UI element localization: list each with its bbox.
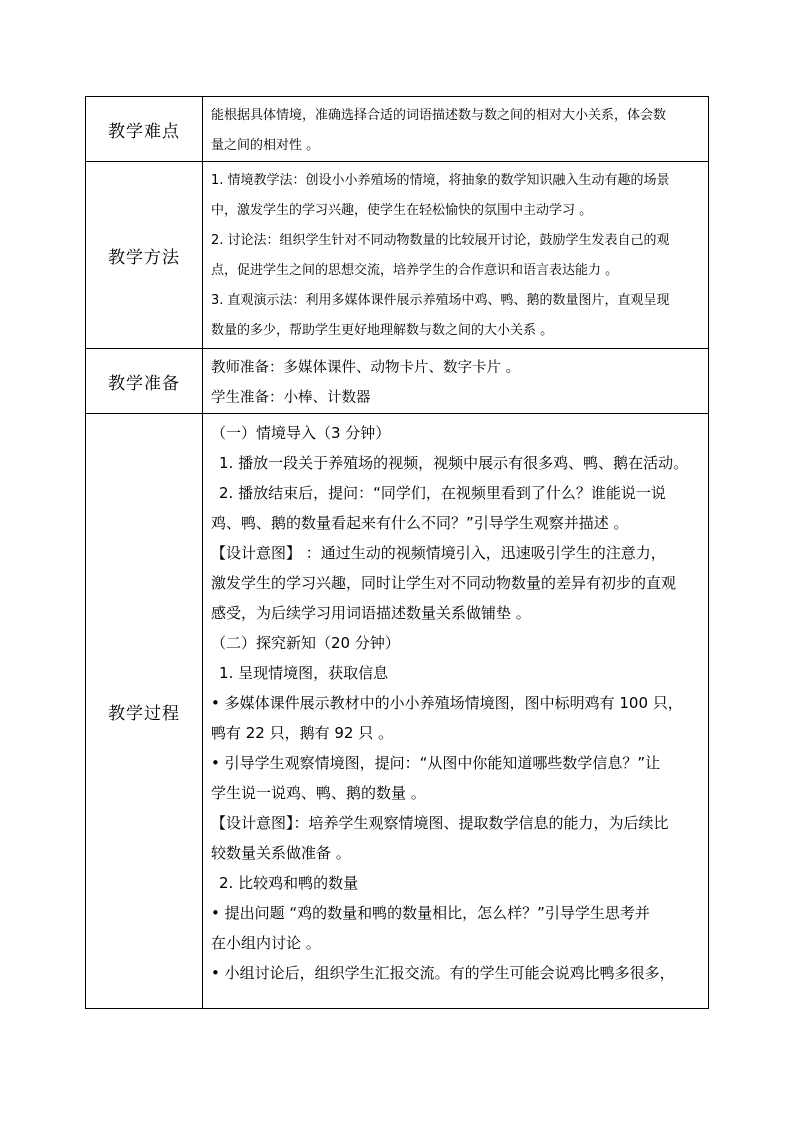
label-methods: 教学方法 (86, 162, 203, 349)
methods-line: 2. 讨论法：组织学生针对不同动物数量的比较展开讨论，鼓励学生发表自己的观 (211, 233, 670, 248)
methods-line: 中，激发学生的学习兴趣，使学生在轻松愉快的氛围中主动学习 。 (211, 203, 593, 218)
difficulty-line: 量之间的相对性 。 (211, 138, 320, 153)
row-preparation (86, 349, 709, 414)
preparation-line: 教师准备：多媒体课件、动物卡片、数字卡片 。 (211, 360, 521, 376)
content-methods (203, 162, 709, 349)
process-line: （一）情境导入（3 分钟） (211, 424, 391, 442)
preparation-line: 学生准备：小棒、计数器 (211, 390, 371, 406)
methods-line: 数量的多少，帮助学生更好地理解数与数之间的大小关系 。 (211, 323, 554, 338)
label-process: 教学过程 (86, 414, 203, 1009)
lesson-plan-table (85, 96, 709, 1009)
process-line: • 小组讨论后，组织学生汇报交流。有的学生可能会说鸡比鸭多很多， (211, 964, 675, 982)
process-line: 1. 呈现情境图，获取信息 (219, 664, 389, 682)
process-line: • 多媒体课件展示教材中的小小养殖场情境图，图中标明鸡有 100 只， (211, 694, 683, 712)
row-methods (86, 162, 709, 349)
label-difficulty: 教学难点 (86, 97, 203, 162)
content-preparation (203, 349, 709, 414)
content-difficulty (203, 97, 709, 162)
process-line: 鸭有 22 只，鹅有 92 只 。 (211, 724, 394, 742)
methods-line: 3. 直观演示法：利用多媒体课件展示养殖场中鸡、鸭、鹅的数量图片，直观呈现 (211, 293, 670, 308)
process-line: 鸡、鸭、鹅的数量看起来有什么不同？”引导学生观察并描述 。 (211, 514, 629, 532)
process-line: 【设计意图】 ：通过生动的视频情境引入，迅速吸引学生的注意力， (211, 544, 666, 562)
row-process (86, 414, 709, 1009)
process-line: • 引导学生观察情境图，提问：“从图中你能知道哪些数学信息？”让 (211, 754, 661, 772)
process-line: 感受，为后续学习用词语描述数量关系做铺垫 。 (211, 604, 531, 622)
process-line: 2. 播放结束后，提问：“同学们，在视频里看到了什么？谁能说一说 (219, 484, 666, 502)
content-process (203, 414, 709, 1009)
process-line: 在小组内讨论 。 (211, 934, 321, 952)
process-line: • 提出问题 “鸡的数量和鸭的数量相比，怎么样？”引导学生思考并 (211, 904, 650, 922)
process-line: 学生说一说鸡、鸭、鹅的数量 。 (211, 784, 426, 802)
process-line: （二）探究新知（20 分钟） (211, 634, 400, 652)
process-line: 2. 比较鸡和鸭的数量 (219, 874, 359, 892)
row-difficulty (86, 97, 709, 162)
process-line: 激发学生的学习兴趣，同时让学生对不同动物数量的差异有初步的直观 (211, 574, 677, 592)
label-preparation: 教学准备 (86, 349, 203, 414)
process-line: 【设计意图】：培养学生观察情境图、提取数学信息的能力，为后续比 (211, 814, 669, 832)
process-line: 1. 播放一段关于养殖场的视频，视频中展示有很多鸡、鸭、鹅在活动。 (219, 454, 689, 472)
difficulty-line: 能根据具体情境，准确选择合适的词语描述数与数之间的相对大小关系，体会数 (211, 108, 667, 123)
methods-line: 1. 情境教学法：创设小小养殖场的情境，将抽象的数学知识融入生动有趣的场景 (211, 173, 670, 188)
process-line: 较数量关系做准备 。 (211, 844, 351, 862)
methods-line: 点，促进学生之间的思想交流，培养学生的合作意识和语言表达能力 。 (211, 263, 619, 278)
